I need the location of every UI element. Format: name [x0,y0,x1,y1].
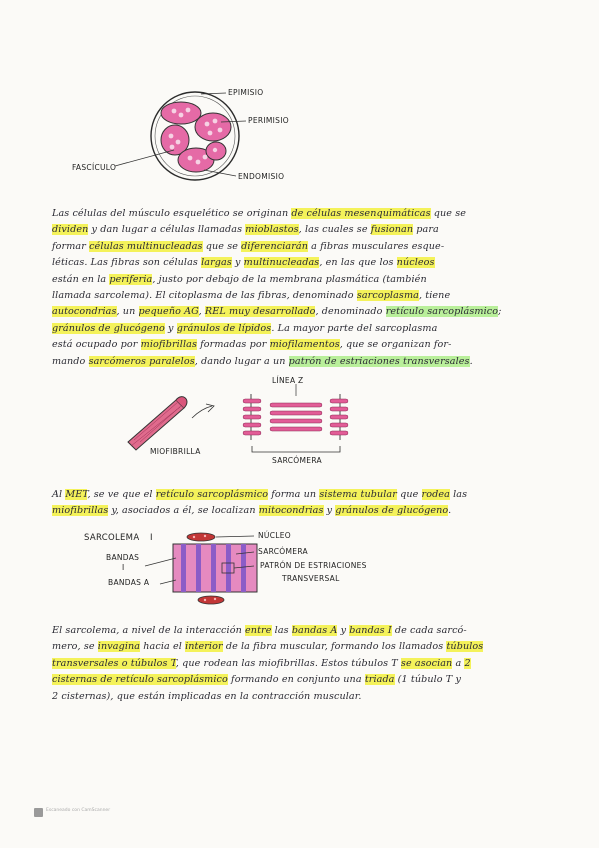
text-segment: léticas. Las fibras son células [52,257,202,269]
text-line [52,639,542,655]
text-segment: que se [202,240,242,252]
footer-watermark: Escaneado con CamScanner [46,808,111,813]
label-bandas-i: BANDAS [106,553,140,562]
text-segment: y, asociados a él, se localizan [108,505,259,517]
text-segment: . [469,355,473,367]
text-segment: llamada sarcolema). El citoplasma de las fibras, denominado [52,290,357,302]
highlighted-text: dividen [52,224,89,236]
highlighted-text: mitocondrias [258,505,324,517]
text-segment: a fibras musculares esque- [307,240,445,252]
label-sarcomera-2: SARCÓMERA [258,547,308,556]
label-perimisio: PERIMISIO [248,116,289,125]
text-line [52,304,542,320]
text-segment: que se [430,208,467,219]
myofibril-sarcomere-diagram [0,378,599,468]
highlighted-text: largas [201,257,232,269]
text-line [52,272,542,288]
text-segment: de cada sarcó- [391,625,467,636]
text-segment: que [396,489,422,500]
highlighted-text: triada [364,674,395,686]
label-sarcolema: SARCOLEMA [84,533,140,543]
label-linea-z: LÍNEA Z [272,376,304,385]
text-line [52,354,542,370]
text-segment: , en las que los [319,257,397,269]
text-line [52,288,542,304]
label-nucleo: NÚCLEO [258,531,291,540]
text-segment: . La mayor parte del sarcoplasma [271,322,438,334]
text-line [52,672,542,688]
text-segment: están en la [52,273,110,285]
text-line [52,222,542,238]
highlighted-text: bandas A [291,625,338,636]
text-segment: , que se organizan for- [339,339,452,351]
highlighted-text: 2 [464,657,471,669]
paragraph-3 [52,623,542,705]
highlighted-text: pequeño AG [138,306,199,318]
paragraph-2 [52,487,542,520]
highlighted-text: retículo sarcoplásmico [155,489,269,500]
label-endomisio: ENDOMISIO [238,172,285,181]
text-line [52,239,542,255]
label-patron-1: PATRÓN DE ESTRIACIONES [260,561,367,570]
label-sarcolema-numeral: I [150,533,153,543]
text-segment: , justo por debajo de la membrana plasmática (también [152,273,427,285]
text-segment: , que rodean las miofibrillas. Estos túbulos T [175,657,401,669]
text-segment: ; [498,306,502,318]
text-segment: , dando lugar a un [194,355,289,367]
text-segment: , un [116,306,139,318]
text-segment: formar [52,240,90,252]
text-line [52,337,542,353]
text-line [52,623,542,639]
highlighted-text: autocondrias [52,306,117,318]
highlighted-text: invagina [97,641,141,653]
text-line [52,206,542,222]
text-segment: forma un [268,489,320,500]
text-segment: está ocupado por [52,339,141,351]
label-sarcomera-1: SARCÓMERA [272,456,322,465]
text-segment: , las cuales se [298,224,371,236]
label-bandas-i-letter: I [122,563,125,572]
highlighted-text: rodea [421,489,450,500]
highlighted-text: túbulos [446,641,484,653]
text-segment: . [448,505,452,517]
text-segment: para [413,224,439,236]
text-segment: El sarcolema, a nivel de la interacción [52,625,246,636]
highlighted-text: sarcómeros paralelos [88,355,195,367]
highlighted-text: fusionan [370,224,414,236]
highlighted-text: miofilamentos [269,339,340,351]
text-segment: , se ve que el [87,489,156,500]
highlighted-text: núcleos [396,257,435,269]
highlighted-text: cisternas de retículo sarcoplásmico [52,674,228,686]
highlighted-text: gránulos de glucógeno [335,505,449,517]
text-line [52,321,542,337]
text-segment: 2 cisternas), que están implicadas en la contracción muscular. [52,690,362,702]
text-segment: y [164,322,177,334]
text-segment: y [337,625,350,636]
text-segment: y dan lugar a células llamadas [88,224,246,236]
highlighted-text: multinucleadas [243,257,320,269]
text-segment: las [271,625,292,636]
paragraph-1 [52,206,542,370]
text-segment: formadas por [196,339,270,351]
highlighted-text: gránulos de lípidos [176,322,272,334]
highlighted-text: transversales o túbulos T [52,657,176,669]
text-line [52,656,542,672]
text-segment: y [231,257,244,269]
text-segment: , [198,306,205,318]
highlighted-text: gránulos de glucógeno [52,322,165,334]
highlighted-text: bandas I [349,625,392,636]
highlighted-text: miofibrillas [52,505,109,517]
text-segment: a [452,657,465,669]
text-segment: Al [52,489,66,500]
text-segment: mando [52,355,89,367]
text-segment: las [449,489,468,500]
text-segment: formando en conjunto una [227,674,365,686]
highlighted-text: periferia [109,273,153,285]
highlighted-text: interior [185,641,223,653]
highlighted-text: diferenciarán [241,240,308,252]
highlighted-text: se asocian [400,657,453,669]
highlighted-text: sarcoplasma [356,290,419,302]
text-segment: , denominado [315,306,386,318]
text-line [52,689,542,705]
highlighted-text: entre [245,625,272,636]
text-segment: mero, se [52,641,98,653]
camscanner-logo-icon [34,808,43,817]
highlighted-text: REL muy desarrollado [204,306,316,318]
highlighted-text: de células mesenquimáticas [291,208,431,219]
highlighted-text: patrón de estriaciones transversales [288,355,470,367]
highlighted-text: sistema tubular [319,489,397,500]
label-bandas-a: BANDAS A [108,578,150,587]
highlighted-text: miofibrillas [140,339,197,351]
text-segment: hacia el [140,641,186,653]
text-line [52,255,542,271]
text-line [52,503,542,519]
highlighted-text: mioblastos [245,224,299,236]
highlighted-text: MET [65,489,88,500]
text-line [52,487,542,503]
text-segment: de la fibra muscular, formando los llamados [222,641,447,653]
label-fasciculo: FASCÍCULO [72,163,117,172]
text-segment: , tiene [418,290,451,302]
label-patron-2: TRANSVERSAL [282,574,340,583]
text-segment: y [323,505,336,517]
label-miofibrilla: MIOFIBRILLA [150,447,201,456]
label-epimisio: EPIMISIO [228,88,264,97]
highlighted-text: células multinucleadas [89,240,203,252]
text-segment: Las células del músculo esquelético se originan [52,208,292,219]
highlighted-text: retículo sarcoplásmico [385,306,499,318]
text-segment: (1 túbulo T y [394,674,461,686]
